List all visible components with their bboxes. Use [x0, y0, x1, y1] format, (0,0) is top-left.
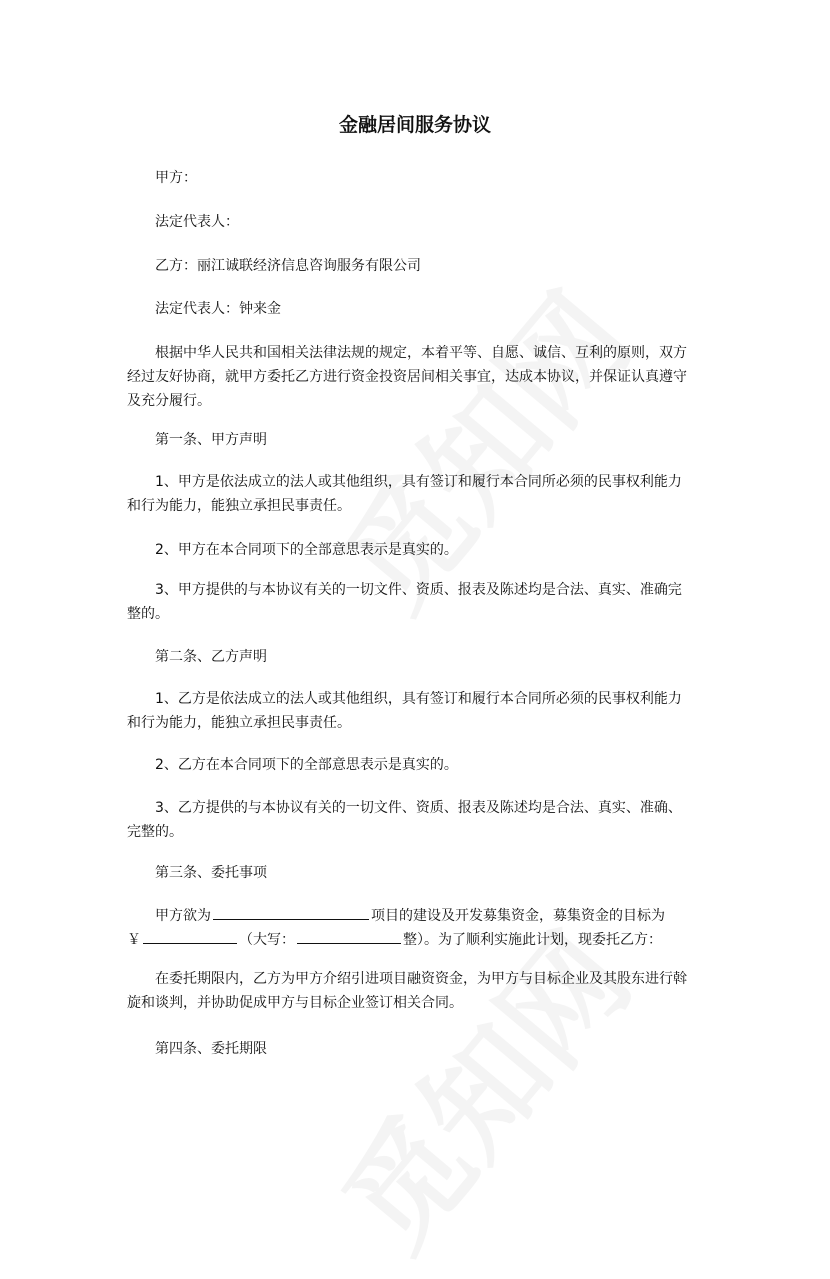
article1-clause2: 2、甲方在本合同项下的全部意思表示是真实的。 — [155, 542, 458, 558]
clause-line: 1、乙方是依法成立的法人或其他组织，具有签订和履行本合同所必须的民事权利能力 — [155, 691, 682, 707]
article1-heading: 第一条、甲方声明 — [155, 432, 267, 448]
project-name-blank[interactable] — [213, 905, 369, 920]
fill-line-1: 甲方欲为 项目的建设及开发募集资金，募集资金的目标为 — [127, 904, 709, 928]
intro-line: 经过友好协商，就甲方委托乙方进行资金投资居间相关事宜，达成本协议，并保证认真遵守 — [127, 369, 687, 385]
document-title: 金融居间服务协议 — [338, 114, 491, 136]
article2-clause3 — [127, 796, 709, 844]
article2-heading: 第二条、乙方声明 — [155, 649, 267, 665]
clause-line: 3、甲方提供的与本协议有关的一切文件、资质、报表及陈述均是合法、真实、准确完 — [155, 582, 682, 598]
clause-line: 完整的。 — [127, 824, 183, 840]
clause-line: 整的。 — [127, 606, 169, 622]
paragraph-line: 在委托期限内，乙方为甲方介绍引进项目融资资金，为甲方与目标企业及其股东进行斡 — [155, 971, 687, 987]
article4-heading: 第四条、委托期限 — [155, 1041, 267, 1057]
article1-clause1 — [127, 470, 709, 518]
article2-clause1 — [127, 687, 709, 735]
article3-paragraph — [127, 967, 709, 1015]
fill-line-2: ￥ （大写： 整）。为了顺利实施此计划，现委托乙方： — [127, 928, 709, 952]
party-a-label: 甲方： — [155, 170, 197, 186]
party-b: 乙方：丽江诚联经济信息咨询服务有限公司 — [155, 258, 421, 274]
paragraph-line: 旋和谈判，并协助促成甲方与目标企业签订相关合同。 — [127, 995, 463, 1011]
article1-clause3 — [127, 578, 709, 626]
clause-line: 和行为能力，能独立承担民事责任。 — [127, 715, 351, 731]
clause-line: 1、甲方是依法成立的法人或其他组织，具有签订和履行本合同所必须的民事权利能力 — [155, 474, 682, 490]
article3-fill-paragraph — [127, 904, 709, 952]
amount-blank[interactable] — [143, 929, 237, 944]
article3-heading: 第三条、委托事项 — [155, 865, 267, 881]
amount-uppercase-blank[interactable] — [297, 929, 401, 944]
intro-paragraph — [127, 341, 709, 413]
intro-line: 根据中华人民共和国相关法律法规的规定，本着平等、自愿、诚信、互利的原则，双方 — [155, 345, 687, 361]
party-a-rep-label: 法定代表人： — [155, 214, 239, 230]
intro-line: 及充分履行。 — [127, 393, 211, 409]
clause-line: 3、乙方提供的与本协议有关的一切文件、资质、报表及陈述均是合法、真实、准确、 — [155, 800, 682, 816]
clause-line: 和行为能力，能独立承担民事责任。 — [127, 498, 351, 514]
party-b-rep: 法定代表人：钟来金 — [155, 301, 281, 317]
article2-clause2: 2、乙方在本合同项下的全部意思表示是真实的。 — [155, 757, 458, 773]
